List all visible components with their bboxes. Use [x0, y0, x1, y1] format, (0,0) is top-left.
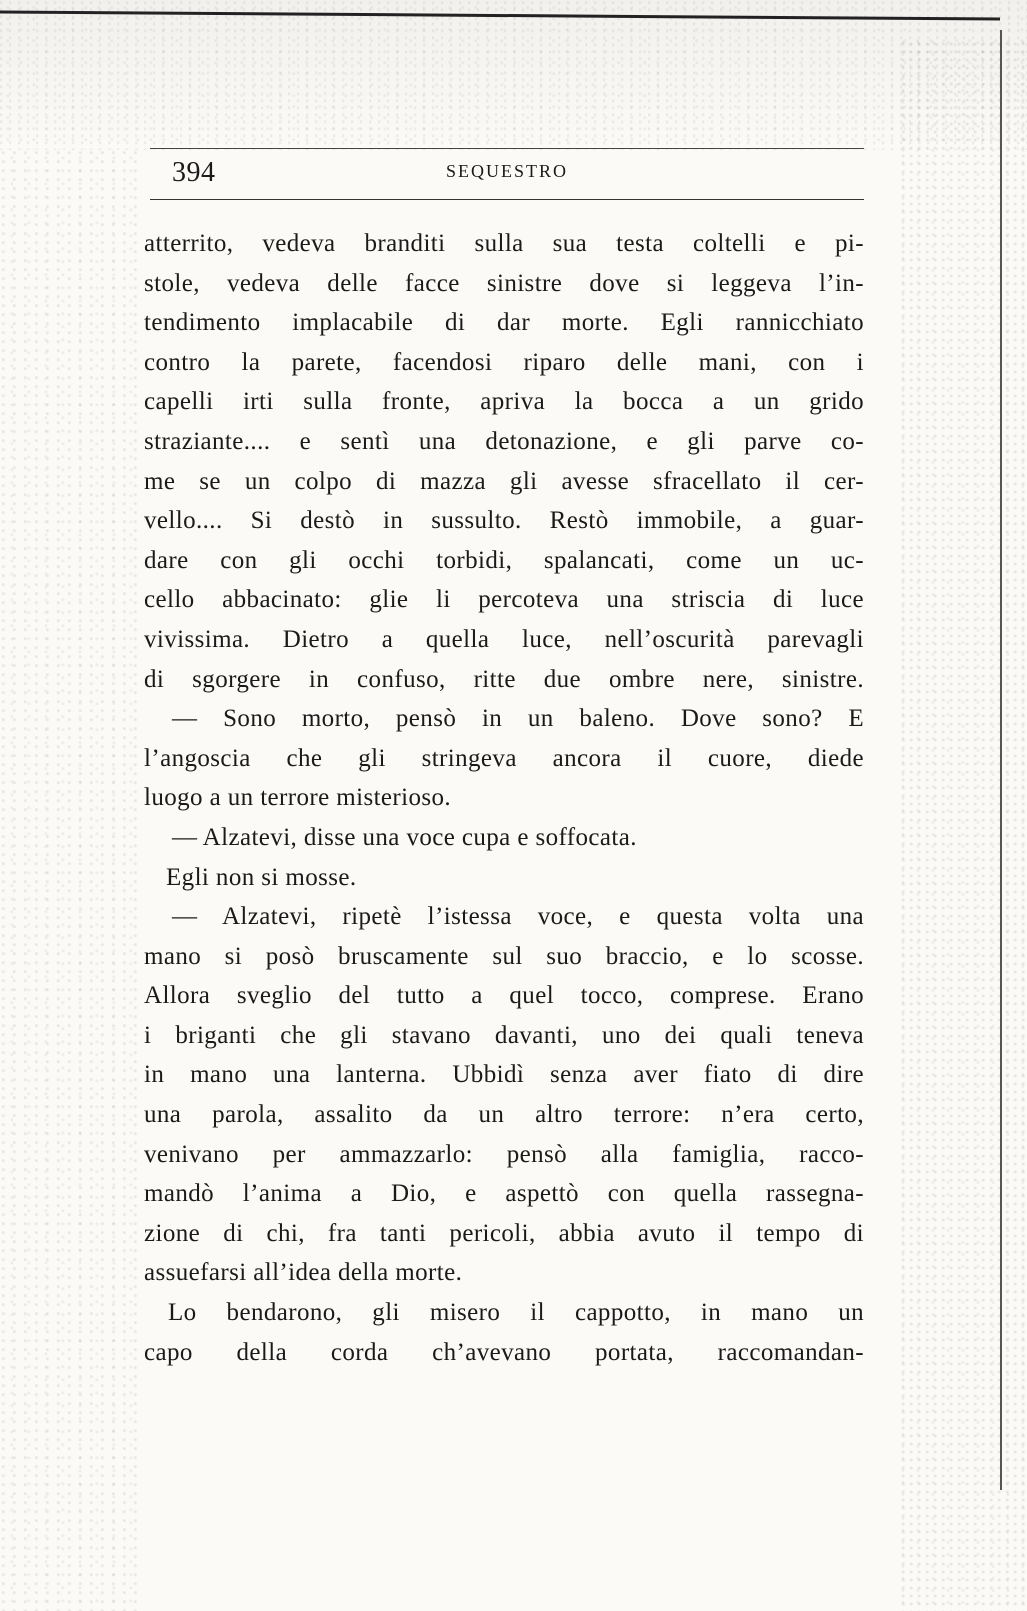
- page-number: 394: [172, 157, 216, 188]
- text-line: stole, vedeva delle facce sinistre dove si leggeva l’in-: [144, 269, 864, 297]
- text-line: contro la parete, facendosi riparo delle mani, con i: [144, 348, 864, 376]
- paper-speckle-left: [0, 150, 140, 1611]
- text-line: assuefarsi all’idea della morte.: [144, 1259, 463, 1287]
- text-line: capelli irti sulla fronte, apriva la bocca a un grido: [144, 388, 864, 416]
- text-line: l’angoscia che gli stringeva ancora il cuore, diede: [144, 744, 864, 772]
- text-line: — Sono morto, pensò in un baleno. Dove sono? E: [172, 705, 864, 733]
- text-line: mandò l’anima a Dio, e aspettò con quella rassegna-: [144, 1180, 864, 1208]
- text-line: Allora sveglio del tutto a quel tocco, comprese. Erano: [144, 982, 864, 1010]
- paper-speckle-top: [0, 0, 1027, 150]
- running-title: SEQUESTRO: [445, 161, 568, 181]
- text-line: — Alzatevi, disse una voce cupa e soffocata.: [172, 823, 637, 851]
- text-line: Lo bendarono, gli misero il cappotto, in mano un: [168, 1299, 864, 1327]
- text-line: venivano per ammazzarlo: pensò alla famiglia, racco-: [144, 1140, 864, 1168]
- text-line: atterrito, vedeva branditi sulla sua testa coltelli e pi-: [144, 230, 864, 257]
- text-line: — Alzatevi, ripetè l’istessa voce, e questa volta una: [172, 903, 864, 931]
- text-line: Egli non si mosse.: [166, 863, 357, 891]
- text-line: cello abbacinato: glie li percoteva una striscia di luce: [144, 586, 864, 614]
- text-line: zione di chi, fra tanti pericoli, abbia avuto il tempo di: [144, 1219, 864, 1247]
- text-line: dare con gli occhi torbidi, spalancati, come un uc-: [144, 546, 864, 574]
- body-text: [144, 224, 864, 1372]
- text-line: mano si posò bruscamente sul suo braccio, e lo scosse.: [144, 942, 864, 970]
- text-line: di sgorgere in confuso, ritte due ombre nere, sinistre.: [144, 665, 864, 693]
- text-line: me se un colpo di mazza gli avesse sfracellato il cer-: [144, 467, 864, 495]
- text-line: luogo a un terrore misterioso.: [144, 784, 452, 812]
- text-line: capo della corda ch’avevano portata, raccomandan-: [144, 1338, 864, 1366]
- text-line: vello.... Si destò in sussulto. Restò immobile, a guar-: [144, 507, 864, 535]
- page-header: [150, 148, 864, 200]
- text-line: una parola, assalito da un altro terrore: n’era certo,: [144, 1101, 864, 1129]
- paper-speckle-right: [900, 40, 1027, 1611]
- text-line: vivissima. Dietro a quella luce, nell’oscurità parevagli: [144, 625, 864, 653]
- text-line: in mano una lanterna. Ubbidì senza aver fiato di dire: [144, 1061, 864, 1089]
- text-line: tendimento implacabile di dar morte. Egli rannicchiato: [144, 309, 864, 337]
- scan-right-edge: [1000, 30, 1002, 1490]
- scan-top-edge: [0, 11, 1000, 21]
- text-line: straziante.... e sentì una detonazione, e gli parve co-: [144, 427, 864, 455]
- text-line: i briganti che gli stavano davanti, uno dei quali teneva: [144, 1021, 864, 1049]
